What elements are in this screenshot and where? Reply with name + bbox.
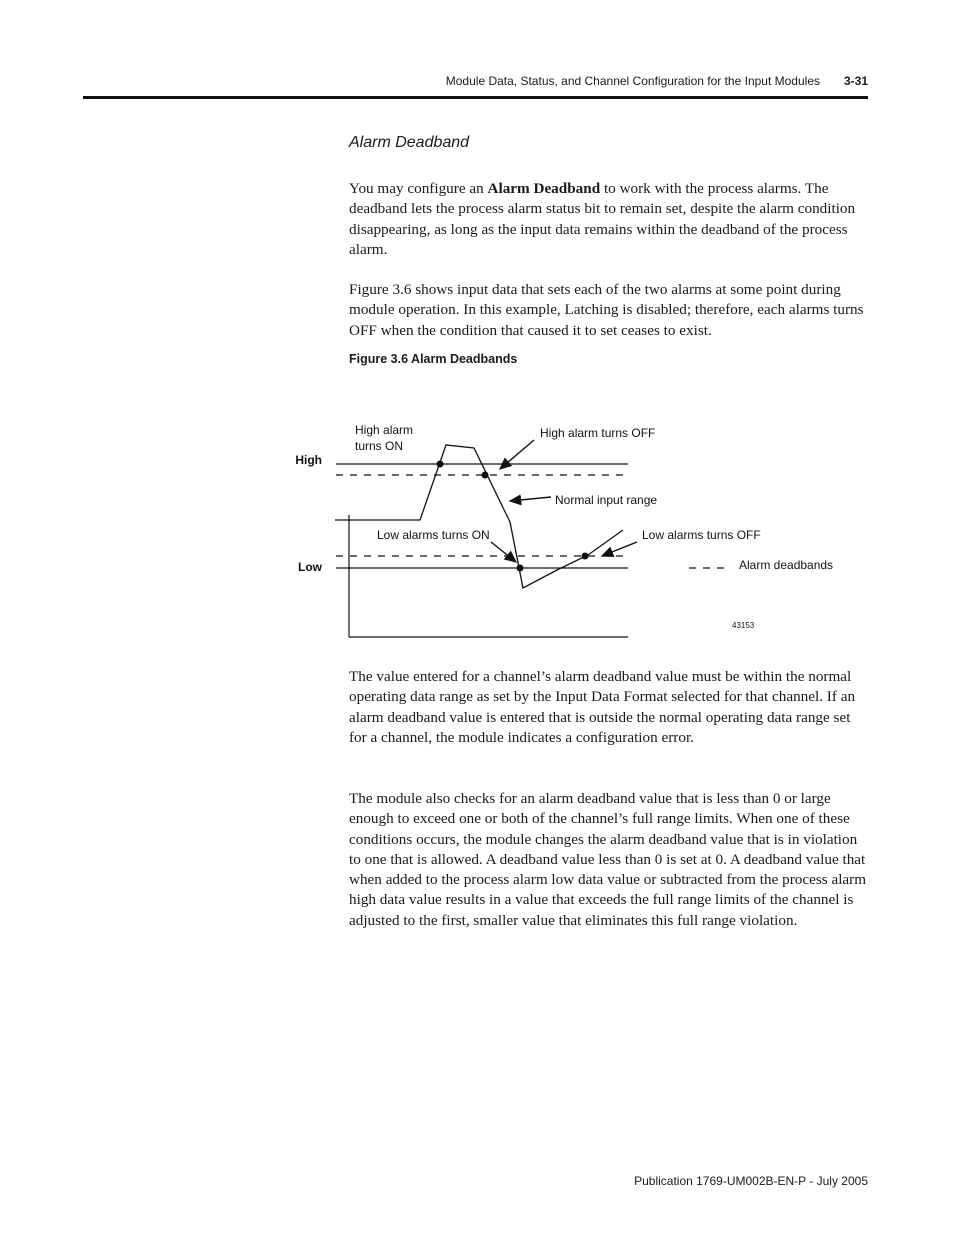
high-alarm-off-arrow: [500, 440, 534, 469]
high-alarm-off-point: [482, 472, 489, 479]
low-alarm-off-point: [582, 553, 589, 560]
paragraph-2: Figure 3.6 shows input data that sets each of the two alarms at some point during module operation. In this example, Latching is disabled; therefore, each alarms turns OFF when the condition that caused it to set ceases to exist.: [349, 281, 864, 339]
high-alarm-on-label-line1: High alarm: [355, 423, 414, 437]
low-level-label: Low: [298, 560, 322, 574]
low-alarm-off-label: Low alarms turns OFF: [642, 528, 761, 542]
low-alarm-off-arrow: [602, 542, 637, 556]
high-level-label: High: [295, 453, 322, 467]
paragraph-1-text-a: You may configure an: [349, 180, 488, 197]
page-number: 3-31: [843, 74, 868, 88]
high-alarm-off-label: High alarm turns OFF: [540, 426, 656, 440]
header-title: Module Data, Status, and Channel Configuration for the Input Modules: [445, 74, 820, 88]
paragraph-1: [349, 179, 871, 260]
header-rule: [83, 96, 868, 99]
low-alarm-on-point: [517, 565, 524, 572]
section-title: Alarm Deadband: [349, 134, 470, 151]
alarm-deadband-term: Alarm Deadband: [487, 180, 601, 197]
paragraph-3: The value entered for a channel’s alarm deadband value must be within the normal operating data range as set by the Input Data Format selected for that channel. If an alarm deadband value is entered that is outside the normal operating data range set for a channel, the module indicates a configuration error.: [349, 668, 856, 746]
high-alarm-on-point: [437, 461, 444, 468]
high-alarm-on-label-line2: turns ON: [355, 439, 404, 453]
figure-caption: Figure 3.6 Alarm Deadbands: [349, 352, 518, 366]
page-footer: Publication 1769-UM002B-EN-P - July 2005: [634, 1174, 868, 1188]
input-signal-line: [335, 445, 623, 588]
legend-deadbands-label: Alarm deadbands: [739, 558, 834, 572]
normal-range-arrow: [510, 497, 551, 501]
paragraph-1-text-b: to work with the process alarms. The deadband lets the process alarm status bit to remain set, despite the alarm condition disappearing, as long as the input data remains within the deadband of the process alarm.: [349, 180, 856, 258]
low-alarm-on-label: Low alarms turns ON: [377, 528, 490, 542]
paragraph-4: The module also checks for an alarm deadband value that is less than 0 or large enough to exceed one or both of the channel’s full range limits. When one of these conditions occurs, the module changes the alarm deadband value that is in violation to one that is allowed. A deadband value less than 0 is set at 0. A deadband value that when added to the process alarm low data value or subtracted from the process alarm high data value results in a value that exceeds the full range limits of the channel is adjusted to the first, smaller value that eliminates this full range violation.: [349, 790, 867, 929]
normal-input-range-label: Normal input range: [555, 493, 658, 507]
alarm-deadband-figure: [280, 400, 880, 645]
page-header: [0, 74, 868, 92]
low-alarm-on-arrow: [491, 542, 516, 562]
figure-id: 43153: [732, 621, 755, 630]
alarm-deadband-diagram: [280, 400, 880, 645]
